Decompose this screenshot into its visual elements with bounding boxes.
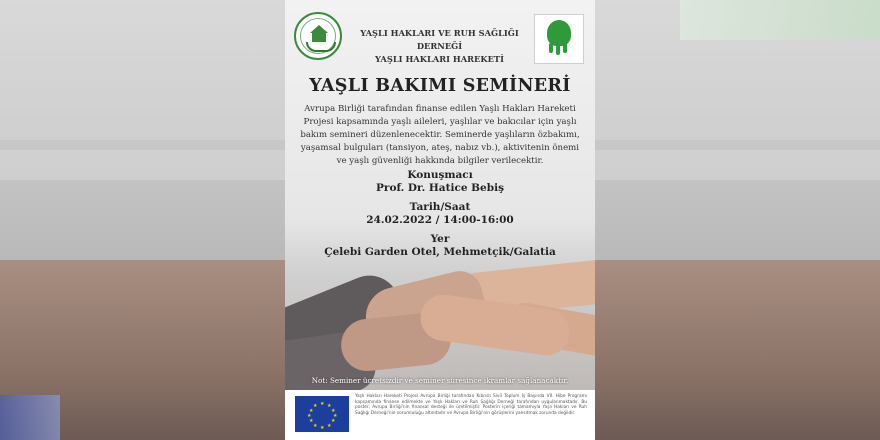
poster-header xyxy=(285,0,595,72)
speaker-block xyxy=(285,169,595,195)
datetime-value: 24.02.2022 / 14:00-16:00 xyxy=(366,214,514,226)
holding-hands-photo xyxy=(285,258,595,390)
footer-disclaimer: Yaşlı Hakları Hareketi Projesi Avrupa Birliği tarafından Kıbrıslı Sivil Toplum İş Başında VII. Hibe Programı kapsamında finanse edilmekte ve Yaşlı Hakları ve Ruh Sağlığı Derneği tarafından uygulanmaktadır. Bu poster, Avrupa Birliği'nin finansal desteği ile üretilmiştir. Posterin içeriği tamamıyla Yaşlı Hakları ve Ruh Sağlığı Derneği'nin sorumluluğu altındadır ve Avrupa Birliği'nin görüşlerini yansıtmak zorunda değildir. xyxy=(355,394,587,416)
venue-value: Çelebi Garden Otel, Mehmetçik/Galatia xyxy=(324,246,556,258)
poster-footer xyxy=(285,390,595,440)
eu-flag-icon: ★ ★ ★ ★ ★ ★ ★ ★ ★ ★ ★ ★ xyxy=(295,396,349,432)
intro-text: Avrupa Birliği tarafından finanse edilen Yaşlı Hakları Hareketi Projesi kapsamında yaşlı aileleri, yaşlılar ve bakıcılar için yaşlı bakım semineri düzenlenecektir. Seminerde yaşlıların özbakımı, yaşamsal bulguları (tansiyon, ateş, nabız vb.), aktivitenin önemi ve yaşlı güvenliği hakkında bilgiler verilecektir. xyxy=(300,104,580,166)
venue-block xyxy=(285,233,595,259)
movement-name: YAŞLI HAKLARI HAREKETİ xyxy=(375,54,504,64)
speaker-name: Prof. Dr. Hatice Bebiş xyxy=(376,182,504,194)
datetime-label: Tarih/Saat xyxy=(409,201,471,213)
hand-logo-icon xyxy=(534,14,584,64)
association-logo-icon xyxy=(294,12,342,60)
speaker-label: Konuşmacı xyxy=(407,169,473,181)
seminar-poster xyxy=(285,0,595,440)
venue-label: Yer xyxy=(430,233,450,245)
free-seminar-note: Not: Seminer ücretsizdir ve seminer süresince ikramlar sağlanacaktır. xyxy=(311,376,569,385)
organization-name: YAŞLI HAKLARI VE RUH SAĞLIĞI DERNEĞİ xyxy=(360,28,519,51)
organization-title xyxy=(347,27,532,66)
datetime-block xyxy=(285,201,595,227)
poster-title: YAŞLI BAKIMI SEMİNERİ xyxy=(309,76,571,96)
